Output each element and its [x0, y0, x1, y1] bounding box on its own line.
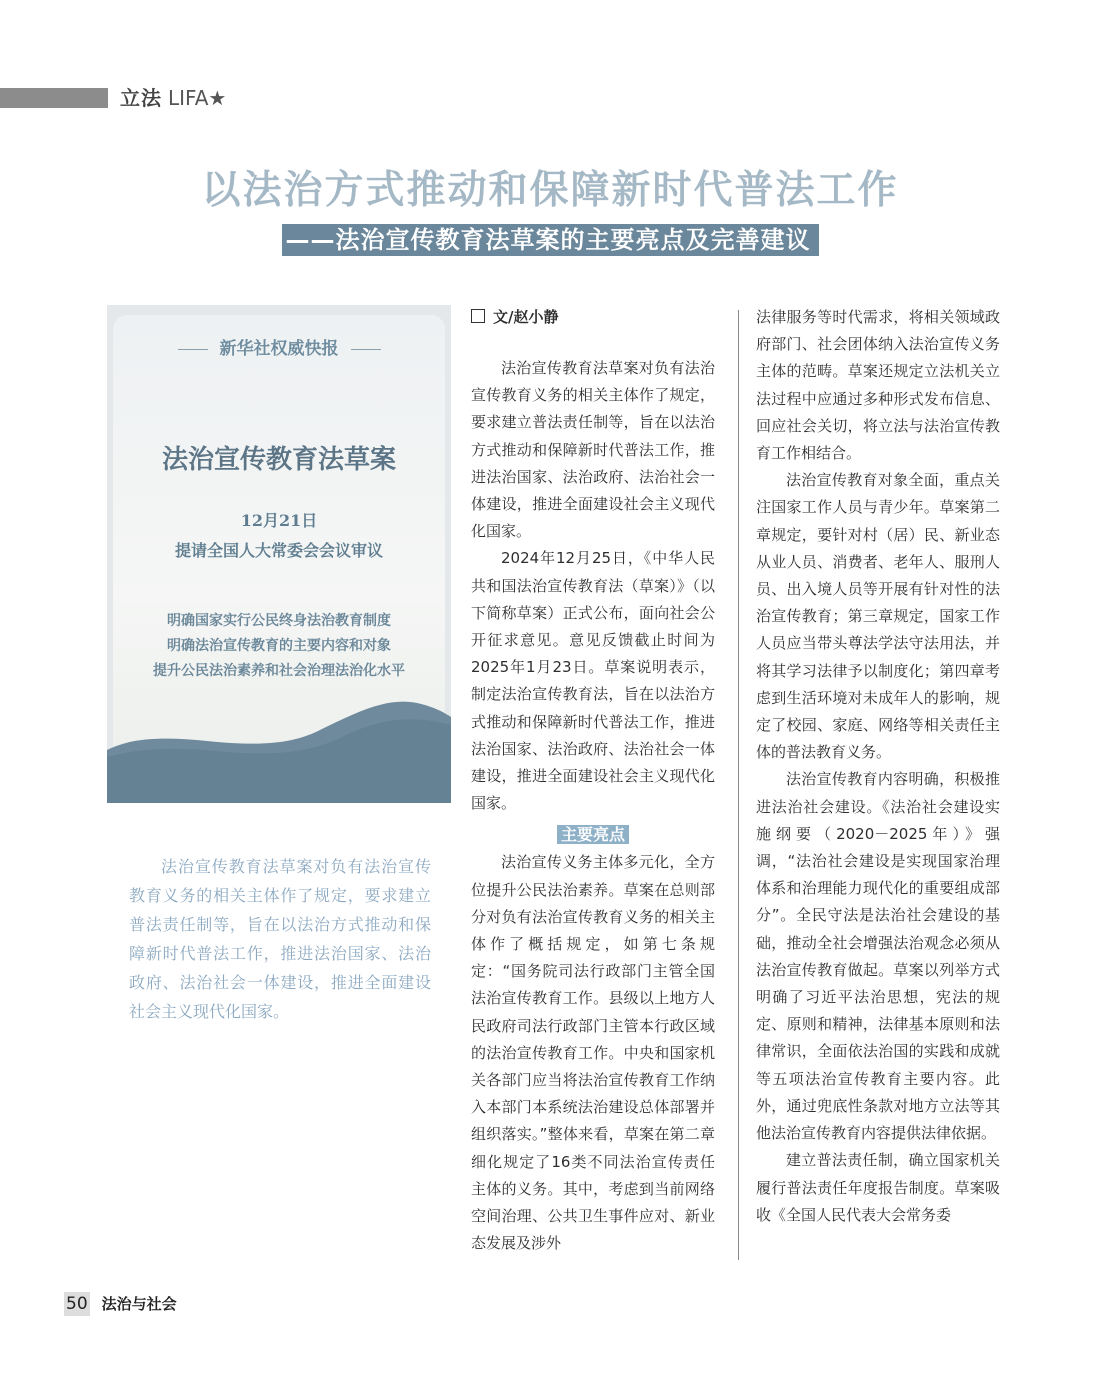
poster-title: 法治宣传教育法草案 — [161, 445, 396, 475]
paragraph: 法治宣传教育内容明确，积极推进法治社会建设。《法治社会建设实施纲要（2020－2025年）》强调，“法治社会建设是实现国家治理体系和治理能力现代化的重要组成部分”。全民守法是法治社会建设的基础，推动全社会增强法治观念必须从法治宣传教育做起。草案以列举方式明确了习近平法治思想，宪法的规定、原则和精神，法律基本原则和法律常识，全面依法治国的实践和成就等五项法治宣传教育主要内容。此外，通过兜底性条款对地方立法等其他法治宣传教育内容提供法律依据。 — [756, 770, 1000, 1143]
journal-name: 法治与社会 — [101, 1295, 177, 1313]
paragraph: 法治宣传教育法草案对负有法治宣传教育义务的相关主体作了规定，要求建立普法责任制等，旨在以法治方式推动和保障新时代普法工作，推进法治国家、法治政府、法治社会一体建设，推进全面建设社会主义现代化国家。 — [471, 359, 715, 541]
paragraph: 法治宣传教育对象全面，重点关注国家工作人员与青少年。草案第二章规定，要针对村（居）民、新业态从业人员、消费者、老年人、服刑人员、出入境人员等开展有针对性的法治宣传教育；第三章规定，国家工作人员应当带头尊法学法守法用法，并将其学习法律予以制度化；第四章考虑到生活环境对未成年人的影响，规定了校园、家庭、网络等相关责任主体的普法教育义务。 — [756, 471, 1000, 762]
section-name: 立法 — [120, 86, 162, 110]
paragraph: 法治宣传义务主体多元化，全方位提升公民法治素养。草案在总则部分对负有法治宣传教育义务的相关主体作了概括规定，如第七条规定：“国务院司法行政部门主管全国法治宣传教育工作。县级以上地方人民政府司法行政部门主管本行政区域的法治宣传教育工作。中央和国家机关各部门应当将法治宣传教育工作纳入本部门本系统法治建设总体部署并组织落实。”整体来看，草案在第二章细化规定了16类不同法治宣传责任主体的义务。其中，考虑到当前网络空间治理、公共卫生事件应对、新业态发展及涉外 — [471, 853, 715, 1253]
section-bar — [0, 88, 108, 108]
poster-highlight: 提升公民法治素养和社会治理法治化水平 — [153, 663, 405, 679]
poster-image — [107, 305, 451, 803]
poster-highlight: 明确国家实行公民终身法治教育制度 — [167, 613, 391, 629]
article-column-1 — [471, 304, 715, 1258]
section-heading: 主要亮点 — [471, 821, 715, 849]
article-column-2 — [756, 304, 1000, 1229]
section-label — [120, 84, 226, 112]
pull-quote: 法治宣传教育法草案对负有法治宣传教育义务的相关主体作了规定，要求建立普法责任制等，旨在以法治方式推动和保障新时代普法工作，推进法治国家、法治政府、法治社会一体建设，推进全面建设社会主义现代化国家。 — [129, 857, 431, 1021]
column-divider — [738, 310, 739, 1260]
article-title: 以法治方式推动和保障新时代普法工作 — [201, 168, 899, 213]
page-footer — [64, 1292, 177, 1316]
poster-date: 12月21日 — [240, 511, 318, 530]
paragraph: 2024年12月25日，《中华人民共和国法治宣传教育法（草案）》（以下简称草案）正式公布，面向社会公开征求意见。意见反馈截止时间为2025年1月23日。草案说明表示，制定法治宣传教育法，旨在以法治方式推动和保障新时代普法工作，推进法治国家、法治政府、法治社会一体建设，推进全面建设社会主义现代化国家。 — [471, 549, 715, 813]
paragraph: 建立普法责任制，确立国家机关履行普法责任年度报告制度。草案吸收《全国人民代表大会常务委 — [756, 1151, 1000, 1224]
poster-agency: 新华社权威快报 — [107, 334, 451, 359]
section-name-en: LIFA★ — [168, 86, 227, 110]
article-subtitle: ——法治宣传教育法草案的主要亮点及完善建议 — [282, 224, 819, 256]
byline-box-icon — [471, 309, 485, 323]
byline: 文/赵小静 — [471, 304, 715, 331]
page-number: 50 — [66, 1294, 88, 1314]
poster-subtitle: 提请全国人大常委会会议审议 — [174, 541, 383, 560]
article-subtitle-wrap — [0, 224, 1100, 256]
poster-highlight: 明确法治宣传教育的主要内容和对象 — [167, 638, 391, 654]
paragraph: 法律服务等时代需求，将相关领域政府部门、社会团体纳入法治宣传义务主体的范畴。草案还规定立法机关立法过程中应通过多种形式发布信息、回应社会关切，将立法与法治宣传教育工作相结合。 — [756, 308, 1000, 463]
